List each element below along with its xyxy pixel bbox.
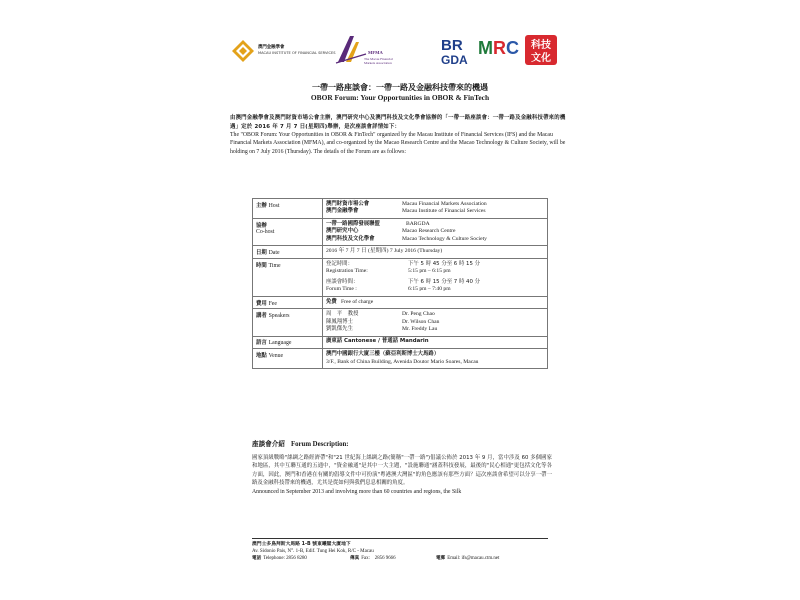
cohost-1-en: BARGDA xyxy=(406,220,430,227)
date-text: 2016 年 7 月 7 日 (星期四) 7 July 2016 (Thursday) xyxy=(326,247,443,254)
reg-time-en-label: Registration Time: xyxy=(326,268,368,275)
fee-value xyxy=(323,296,548,309)
speaker-3-en: Mr. Freddy Lau xyxy=(402,326,438,333)
fee-label-zh: 費用 xyxy=(256,300,267,307)
fee-label xyxy=(253,296,323,309)
speakers-label-zh: 講者 xyxy=(256,313,267,320)
description-zh: 國家頂級戰略"絲綢之路經濟帶"和"21 世紀海上絲綢之路(簡稱"一帶一路")倡議公佈於 2013 年 9 月，當中涉及 60 多個國家和地區，其中互聯互通的五通中，"資金融通"是其中一大主題，"設施聯通"涵蓋科技發展，最後的"民心相通"更包括文化等各方面，因此，澳門和香港在有關的倡導文件中可扮演"粵港澳大灣區"的角色應該有那些方面？這次座談會希望可以分享一帶一路及金融科技帶來的機遇，尤其是從如何與我們息息相關的角度。 xyxy=(252,455,552,487)
date-value xyxy=(323,246,548,259)
host-label-zh: 主辦 xyxy=(256,202,267,209)
forum-details-table xyxy=(252,198,548,369)
cohost-1-zh: 一帶一路國際發展聯盟 xyxy=(326,220,380,227)
host-label xyxy=(253,199,323,219)
language-label-en: Language xyxy=(268,340,292,347)
description-heading xyxy=(252,438,349,448)
language-text: 廣東話 Cantonese / 普通話 Mandarin xyxy=(326,338,429,345)
speaker-1-en: Dr. Peng Chao xyxy=(402,311,435,318)
speaker-2-en: Dr. Wilson Chan xyxy=(402,318,440,325)
venue-row xyxy=(253,349,548,369)
speaker-2-zh: 陳鳳翔博士 xyxy=(326,318,353,325)
mfma-mark-icon xyxy=(334,32,368,66)
host-1-zh: 澳門財資市場公會 xyxy=(326,200,370,207)
mrc-logo-m: M xyxy=(478,38,493,58)
mfma-logo-abbr: MFMA xyxy=(368,50,383,55)
language-label xyxy=(253,336,323,349)
time-value xyxy=(323,258,548,296)
cohost-label-zh: 協辦 xyxy=(256,222,267,229)
footer-tel: Telephone: 2856 8280 xyxy=(263,556,307,562)
forum-time-en-label: Forum Time : xyxy=(326,286,357,293)
speaker-1-zh: 周 平 教授 xyxy=(326,311,359,318)
speakers-label-en: Speakers xyxy=(268,313,290,320)
language-label-zh: 語言 xyxy=(256,340,267,347)
host-1-en: Macau Financial Markets Association xyxy=(402,200,487,207)
description-body xyxy=(252,454,552,496)
bargda-logo-line2: GDA xyxy=(441,53,468,66)
mfma-logo-line2: Markets Association xyxy=(364,61,392,65)
venue-label-zh: 地點 xyxy=(256,353,267,360)
sponsor-logos xyxy=(230,32,570,78)
forum-time-zh-value: 下午 6 時 15 分至 7 時 40 分 xyxy=(408,278,481,285)
fee-zh: 免費 xyxy=(326,298,337,305)
time-label xyxy=(253,258,323,296)
forum-time-en-value: 6:15 pm – 7:40 pm xyxy=(408,286,451,293)
cohost-3-zh: 澳門科技及文化學會 xyxy=(326,235,375,242)
date-label xyxy=(253,246,323,259)
reg-time-zh-value: 下午 5 時 45 分至 6 時 15 分 xyxy=(408,260,481,267)
date-label-en: Date xyxy=(268,249,280,256)
mtcs-logo xyxy=(524,34,558,66)
host-label-en: Host xyxy=(268,202,280,209)
mrc-logo-r: R xyxy=(493,38,506,58)
speaker-3-zh: 劉凱傑先生 xyxy=(326,326,353,333)
footer-email-label: 電郵 xyxy=(436,556,446,562)
venue-value xyxy=(323,349,548,369)
time-row xyxy=(253,258,548,296)
description-heading-zh: 座談會介紹 xyxy=(252,440,285,448)
footer-fax-label: 傳真 xyxy=(350,556,360,562)
speakers-label xyxy=(253,309,323,336)
cohost-3-en: Macao Technology & Culture Society xyxy=(402,235,487,242)
mfma-logo xyxy=(334,32,406,76)
language-row xyxy=(253,336,548,349)
ifs-logo-en: MACAU INSTITUTE OF FINANCIAL SERVICES xyxy=(258,51,336,55)
cohost-label xyxy=(253,218,323,245)
description-heading-en: Forum Description: xyxy=(290,441,349,448)
fee-row xyxy=(253,296,548,309)
mtcs-logo-line2: 文化 xyxy=(531,53,551,64)
mrc-logo xyxy=(478,38,520,66)
cohost-2-zh: 澳門研究中心 xyxy=(326,228,359,235)
footer xyxy=(252,541,548,563)
footer-address-en: Av. Sidonio Pais, N°. 1-B, Edif. Tung Hei Kok, R/C - Macau xyxy=(252,549,374,555)
mfma-logo-name xyxy=(364,57,393,65)
venue-label-en: Venue xyxy=(268,353,284,360)
intro-en: The "OBOR Forum: Your Opportunities in OBOR & FinTech" organized by the Macau Institute of Financial Services (IFS) and the Macau Financial Markets Association (MFMA), and co-organized by the Macao Research Centre and the Macao Technology & Culture Society, will be holding on 7 July 2016 (Thursday). The details of the Forum are as follows: xyxy=(230,132,566,155)
fee-label-en: Fee xyxy=(268,300,277,307)
date-row xyxy=(253,246,548,259)
cohost-label-en: Co-host xyxy=(256,228,275,235)
cohost-value xyxy=(323,218,548,245)
forum-time-zh-label: 座談會時間： xyxy=(326,278,359,285)
footer-email[interactable]: Email: ifs@macau.ctm.net xyxy=(447,556,500,562)
host-value xyxy=(323,199,548,219)
description-en: Announced in September 2013 and involving more than 60 countries and regions, the Silk xyxy=(252,488,462,495)
bargda-logo xyxy=(440,36,474,66)
cohost-2-en: Macao Research Centre xyxy=(402,228,456,235)
venue-label xyxy=(253,349,323,369)
host-2-en: Macau Institute of Financial Services xyxy=(402,208,486,215)
speakers-row xyxy=(253,309,548,336)
ifs-diamond-icon xyxy=(232,40,254,62)
ifs-logo-zh: 澳門金融學會 xyxy=(258,45,285,50)
language-value xyxy=(323,336,548,349)
ifs-logo xyxy=(230,38,336,68)
host-2-zh: 澳門金融學會 xyxy=(326,208,359,215)
reg-time-en-value: 5:15 pm – 6:15 pm xyxy=(408,268,451,275)
footer-contacts xyxy=(252,555,548,562)
title-zh: 一帶一路座談會：一帶一路及金融科技帶來的機遇 xyxy=(312,83,488,92)
speakers-value xyxy=(323,309,548,336)
reg-time-zh-label: 登記時間： xyxy=(326,260,353,267)
footer-tel-label: 電話 xyxy=(252,556,262,562)
mfma-logo-line1: The Macau Financial xyxy=(364,57,393,61)
cohost-row xyxy=(253,218,548,245)
intro-zh: 由澳門金融學會及澳門財資市場公會主辦，澳門研究中心及澳門科技及文化學會協辦的「一帶一路座談會：一帶一路及金融科技帶來的機遇」定於 2016 年 7 月 7 日(星期四)舉辦，是次座談會詳情如下： xyxy=(230,115,566,130)
mtcs-logo-line1: 科技 xyxy=(531,40,551,51)
title-en: OBOR Forum: Your Opportunities in OBOR & FinTech xyxy=(310,93,490,102)
venue-en: 3/F., Bank of China Building, Avenida Doutor Mario Soares, Macau xyxy=(326,358,479,365)
time-label-en: Time xyxy=(268,262,281,269)
bargda-logo-line1: BR xyxy=(441,37,463,54)
fee-en: Free of charge xyxy=(341,298,374,305)
venue-zh: 澳門中國銀行大廈三樓（蘇亞利斯博士大馬路） xyxy=(326,351,440,358)
footer-address-zh: 澳門士多鳥拜斯大馬路 1-B 號東曦閣大廈地下 xyxy=(252,542,351,547)
intro-paragraph xyxy=(230,114,570,156)
mrc-logo-c: C xyxy=(506,38,519,58)
footer-divider xyxy=(252,538,548,539)
document-page xyxy=(222,22,578,582)
time-label-zh: 時間 xyxy=(256,262,267,269)
host-row xyxy=(253,199,548,219)
date-label-zh: 日期 xyxy=(256,249,267,256)
footer-fax: Fax: 2856 9666 xyxy=(361,556,396,562)
